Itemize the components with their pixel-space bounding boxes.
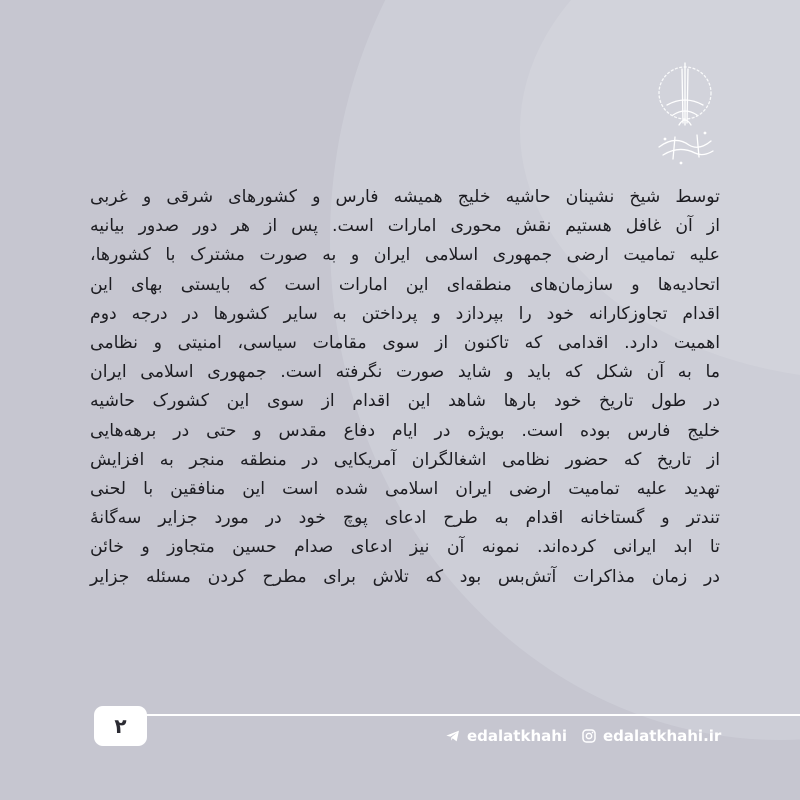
calligraphy-logo-icon [645, 55, 725, 170]
body-line: اهمیت دارد. اقدامی که تاکنون از سوی مقامات سیاسی، امنیتی و نظامی [90, 333, 720, 354]
body-line: اتحادیه‌ها و سازمان‌های منطقه‌ای این امارات است که بایستی بهای این [90, 274, 720, 295]
body-line: از آن غافل هستیم نقش محوری امارات است. پس از هر دور صدور بیانیه [90, 216, 720, 237]
footer-divider [95, 714, 800, 716]
body-line: ما به آن شکل که باید و شاید صورت نگرفته است. جمهوری اسلامی ایران [90, 362, 720, 383]
body-line: تندتر و گستاخانه اقدام به طرح ادعای پوچ خود در مورد جزایر سه‌گانهٔ [90, 508, 720, 529]
instagram-link[interactable] [581, 727, 721, 745]
body-line: تا ابد ایرانی کرده‌اند. نمونه آن نیز ادعای صدام حسین متجاوز و خائن [90, 537, 720, 558]
body-line: علیه تمامیت ارضی جمهوری اسلامی ایران و به صورت مشترک با کشورها، [90, 245, 720, 266]
instagram-icon [581, 728, 597, 744]
body-line: خلیج فارس بوده است. بویژه در ایام دفاع مقدس و حتی در برهه‌هایی [90, 420, 720, 441]
body-line: توسط شیخ نشینان حاشیه خلیج همیشه فارس و کشورهای شرقی و غربی [90, 187, 720, 207]
body-line: در زمان مذاکرات آتش‌بس بود که تلاش برای مطرح کردن مسئله جزایر [90, 566, 720, 587]
instagram-handle: edalatkhahi.ir [603, 727, 722, 745]
article-body [90, 183, 720, 592]
telegram-handle: edalatkhahi [467, 727, 568, 745]
body-line: اقدام تجاوزکارانه خود را بپردازد و پرداختن به سایر کشورها در درجه دوم [90, 303, 720, 324]
body-line: در طول تاریخ خود بارها شاهد این اقدام از سوی این کشورک حاشیه [90, 391, 720, 412]
telegram-link[interactable] [445, 727, 567, 745]
page-number: ۲ [114, 714, 127, 738]
page-number-badge [94, 706, 147, 746]
telegram-icon [445, 728, 461, 744]
body-line: از تاریخ که حضور نظامی اشغالگران آمریکایی در منطقه منجر به افزایش [90, 449, 720, 470]
body-line: تهدید علیه تمامیت ارضی ایران اسلامی شده است این منافقین با لحنی [90, 479, 720, 500]
